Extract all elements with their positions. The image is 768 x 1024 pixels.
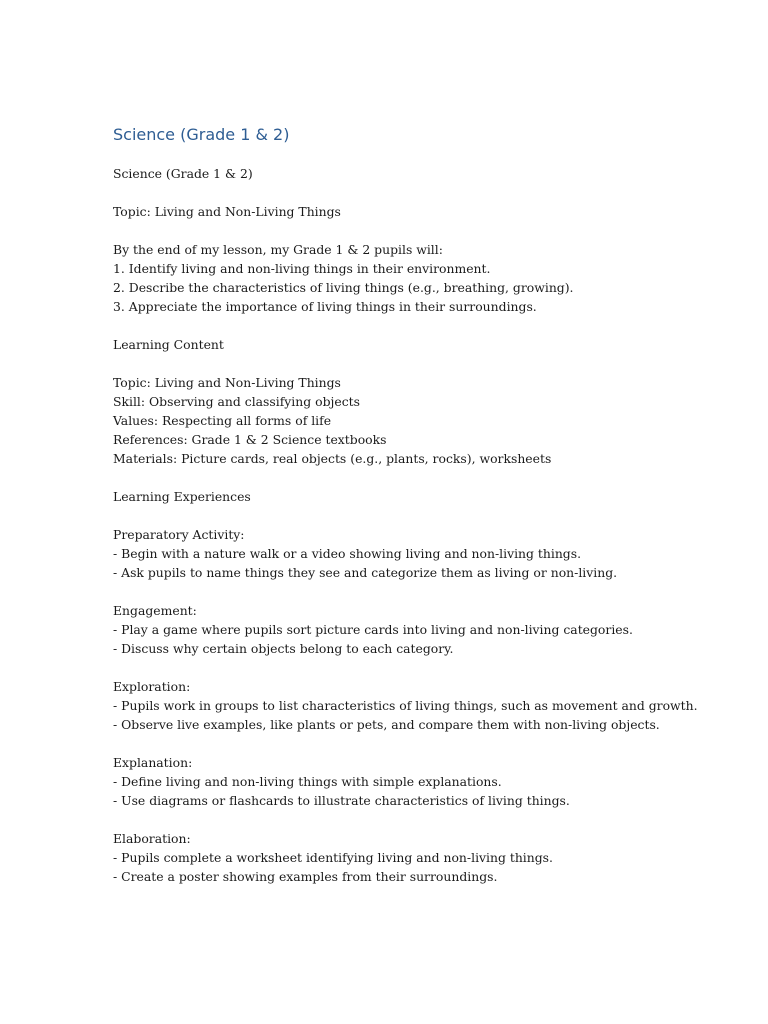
exploration-block <box>113 677 733 734</box>
activity-title: Exploration: <box>113 679 191 694</box>
document-body <box>113 124 733 905</box>
objective-item: 2. Describe the characteristics of living things (e.g., breathing, growing). <box>113 280 574 295</box>
elaboration-block <box>113 829 733 886</box>
objective-item: 3. Appreciate the importance of living things in their surroundings. <box>113 299 537 314</box>
learning-content-title: Learning Content <box>113 337 224 352</box>
explanation-block <box>113 753 733 810</box>
activity-item: - Play a game where pupils sort picture cards into living and non-living categories. <box>113 622 633 637</box>
activity-title: Preparatory Activity: <box>113 527 245 542</box>
document-heading: Science (Grade 1 & 2) <box>113 125 290 144</box>
preparatory-activity-block <box>113 525 733 582</box>
engagement-block <box>113 601 733 658</box>
subject-line: Science (Grade 1 & 2) <box>113 166 253 181</box>
learning-content-topic: Topic: Living and Non-Living Things <box>113 375 341 390</box>
activity-item: - Use diagrams or flashcards to illustrate characteristics of living things. <box>113 793 570 808</box>
learning-content-skill: Skill: Observing and classifying objects <box>113 394 360 409</box>
activity-item: - Define living and non-living things with simple explanations. <box>113 774 502 789</box>
activity-title: Engagement: <box>113 603 197 618</box>
objectives-block <box>113 240 733 316</box>
objective-item: 1. Identify living and non-living things in their environment. <box>113 261 491 276</box>
learning-content-block <box>113 373 733 468</box>
activity-item: - Ask pupils to name things they see and categorize them as living or non-living. <box>113 565 618 580</box>
learning-content-materials: Materials: Picture cards, real objects (e.g., plants, rocks), worksheets <box>113 451 552 466</box>
learning-experiences-title: Learning Experiences <box>113 489 251 504</box>
activity-item: - Discuss why certain objects belong to each category. <box>113 641 454 656</box>
activity-item: - Pupils complete a worksheet identifying living and non-living things. <box>113 850 553 865</box>
activity-item: - Begin with a nature walk or a video showing living and non-living things. <box>113 546 582 561</box>
objectives-intro: By the end of my lesson, my Grade 1 & 2 pupils will: <box>113 242 443 257</box>
activity-item: - Pupils work in groups to list characteristics of living things, such as movement and growth. <box>113 698 698 713</box>
learning-content-references: References: Grade 1 & 2 Science textbooks <box>113 432 387 447</box>
activity-title: Elaboration: <box>113 831 191 846</box>
topic-line: Topic: Living and Non-Living Things <box>113 204 341 219</box>
activity-item: - Observe live examples, like plants or pets, and compare them with non-living objects. <box>113 717 660 732</box>
learning-content-values: Values: Respecting all forms of life <box>113 413 332 428</box>
activity-title: Explanation: <box>113 755 193 770</box>
activity-item: - Create a poster showing examples from their surroundings. <box>113 869 498 884</box>
